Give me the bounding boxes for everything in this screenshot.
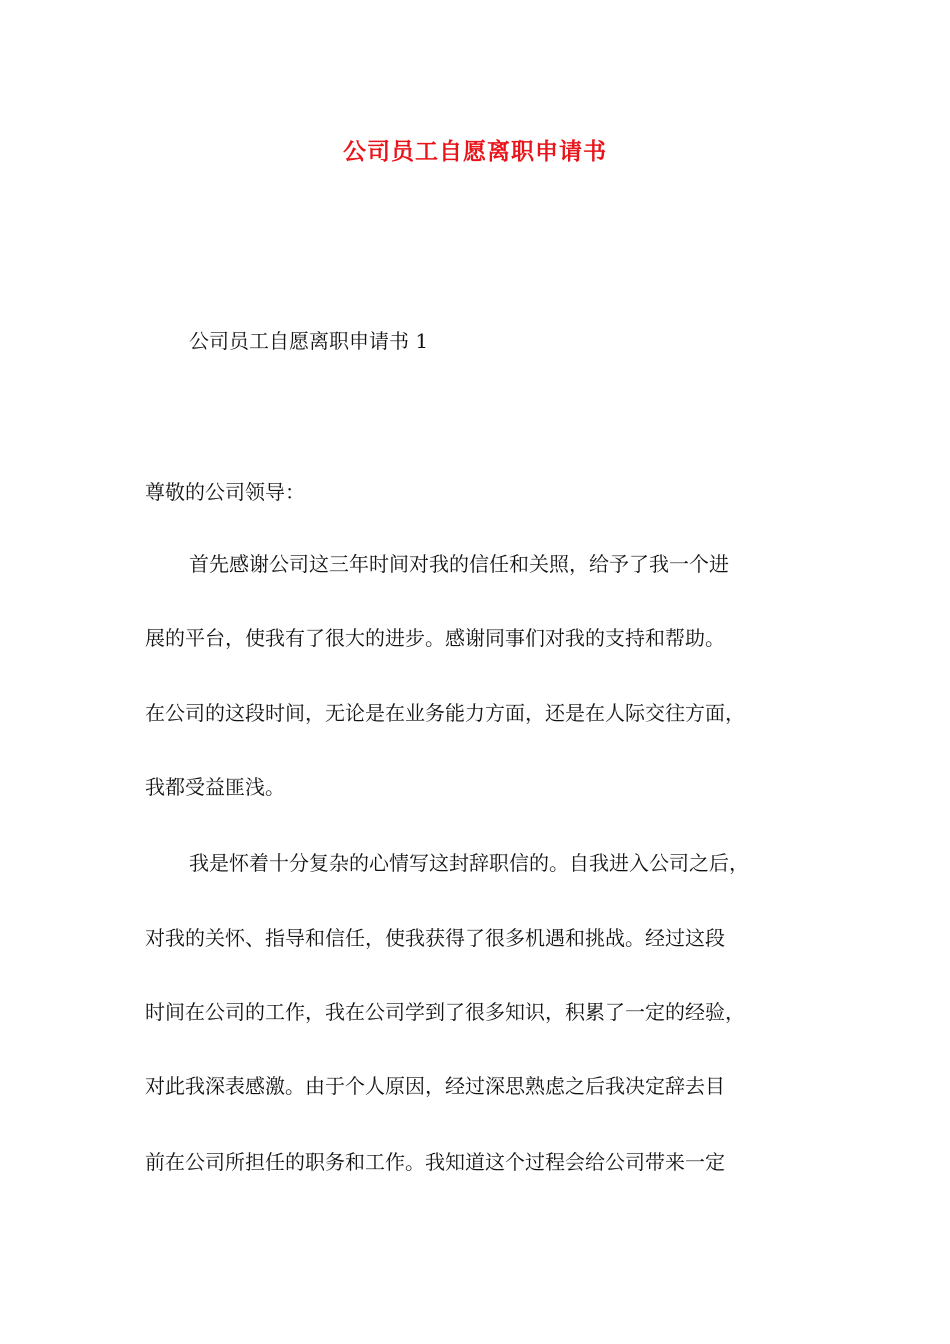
paragraph-line: 对此我深表感激。由于个人原因，经过深思熟虑之后我决定辞去目 xyxy=(145,1074,725,1098)
paragraph-line: 展的平台，使我有了很大的进步。感谢同事们对我的支持和帮助。 xyxy=(145,626,725,650)
paragraph-line: 前在公司所担任的职务和工作。我知道这个过程会给公司带来一定 xyxy=(145,1150,725,1174)
document-title: 公司员工自愿离职申请书 xyxy=(343,139,607,165)
paragraph-line: 我都受益匪浅。 xyxy=(145,775,285,799)
paragraph-line: 对我的关怀、指导和信任，使我获得了很多机遇和挑战。经过这段 xyxy=(145,926,725,950)
paragraph-line: 我是怀着十分复杂的心情写这封辞职信的。自我进入公司之后， xyxy=(189,851,749,875)
salutation: 尊敬的公司领导： xyxy=(145,480,305,504)
paragraph-line: 首先感谢公司这三年时间对我的信任和关照，给予了我一个进 xyxy=(189,552,729,576)
document-subtitle: 公司员工自愿离职申请书 1 xyxy=(189,329,429,353)
paragraph-line: 在公司的这段时间，无论是在业务能力方面，还是在人际交往方面， xyxy=(145,701,745,725)
paragraph-line: 时间在公司的工作，我在公司学到了很多知识，积累了一定的经验， xyxy=(145,1000,745,1024)
